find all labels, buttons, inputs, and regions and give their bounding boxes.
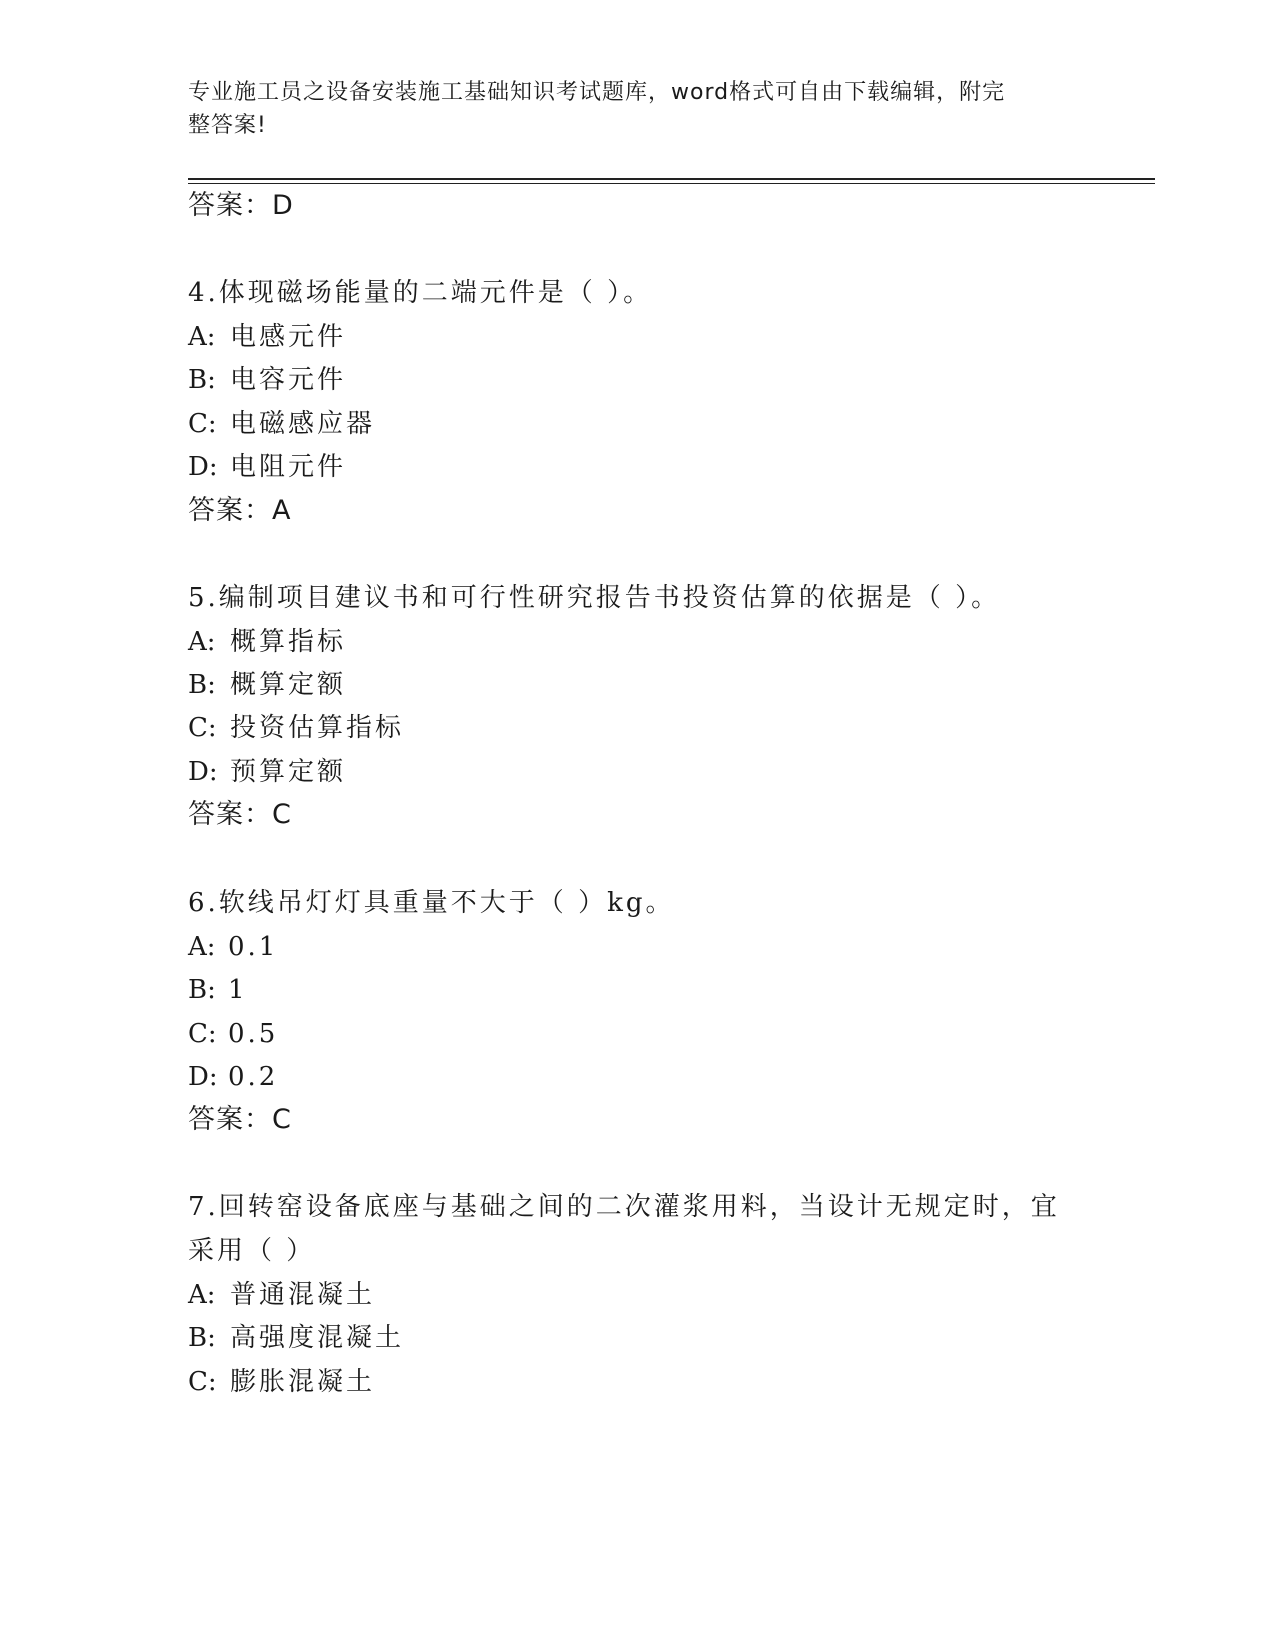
option-text: 0.1 xyxy=(228,932,279,962)
option-text: 0.2 xyxy=(228,1062,279,1092)
question-6-option-b xyxy=(188,973,248,1007)
option-text: 0.5 xyxy=(228,1019,279,1049)
question-7-stem-line-2: 采用（ ） xyxy=(188,1236,316,1266)
header-divider-thick xyxy=(188,178,1155,180)
option-key: D: xyxy=(188,452,218,482)
header-line-1: 专业施工员之设备安装施工基础知识考试题库，word格式可自由下载编辑，附完 xyxy=(188,80,1006,105)
option-text: 普通混凝土 xyxy=(230,1280,376,1310)
option-text: 电感元件 xyxy=(230,322,347,352)
option-key: C: xyxy=(188,713,217,743)
question-4-option-a xyxy=(188,320,346,354)
question-5-option-a xyxy=(188,625,346,659)
question-4-stem: 4.体现磁场能量的二端元件是（ ）。 xyxy=(188,278,653,308)
option-text: 1 xyxy=(228,975,248,1005)
option-text: 投资估算指标 xyxy=(230,713,405,743)
option-key: B: xyxy=(188,975,216,1005)
question-5-option-d xyxy=(188,755,346,789)
option-text: 预算定额 xyxy=(230,757,347,787)
option-text: 电容元件 xyxy=(230,365,347,395)
question-7-option-a xyxy=(188,1278,375,1312)
question-7-option-b xyxy=(188,1321,404,1355)
question-6-answer: 答案：C xyxy=(188,1104,292,1135)
option-key: A: xyxy=(188,1280,216,1310)
option-key: C: xyxy=(188,1367,217,1397)
document-header xyxy=(188,76,1068,142)
question-6-option-c xyxy=(188,1017,278,1051)
question-6-option-d xyxy=(188,1060,278,1094)
option-text: 膨胀混凝土 xyxy=(230,1367,376,1397)
option-text: 电磁感应器 xyxy=(230,409,376,439)
question-4-option-d xyxy=(188,450,346,484)
question-6-option-a xyxy=(188,930,278,964)
option-key: D: xyxy=(188,757,218,787)
question-4-answer: 答案：A xyxy=(188,495,292,526)
question-7-stem-line-1: 7.回转窑设备底座与基础之间的二次灌浆用料，当设计无规定时，宜 xyxy=(188,1192,1060,1222)
header-line-2: 整答案! xyxy=(188,113,267,138)
question-5-stem: 5.编制项目建议书和可行性研究报告书投资估算的依据是（ ）。 xyxy=(188,583,1001,613)
option-text: 高强度混凝土 xyxy=(230,1323,405,1353)
option-key: A: xyxy=(188,627,216,657)
question-5-option-c xyxy=(188,711,404,745)
option-text: 概算指标 xyxy=(230,627,347,657)
option-key: D: xyxy=(188,1062,218,1092)
question-4-option-b xyxy=(188,363,346,397)
option-key: C: xyxy=(188,409,217,439)
previous-answer: 答案：D xyxy=(188,190,294,221)
question-4-option-c xyxy=(188,407,375,441)
question-5-answer: 答案：C xyxy=(188,799,292,830)
option-key: A: xyxy=(188,322,216,352)
option-key: A: xyxy=(188,932,216,962)
header-divider-thin xyxy=(188,183,1155,184)
question-6-stem: 6.软线吊灯灯具重量不大于（ ）kg。 xyxy=(188,888,675,918)
option-text: 电阻元件 xyxy=(230,452,347,482)
option-key: B: xyxy=(188,670,216,700)
option-key: C: xyxy=(188,1019,217,1049)
option-key: B: xyxy=(188,1323,216,1353)
option-key: B: xyxy=(188,365,216,395)
question-7-option-c xyxy=(188,1365,375,1399)
question-5-option-b xyxy=(188,668,346,702)
option-text: 概算定额 xyxy=(230,670,347,700)
